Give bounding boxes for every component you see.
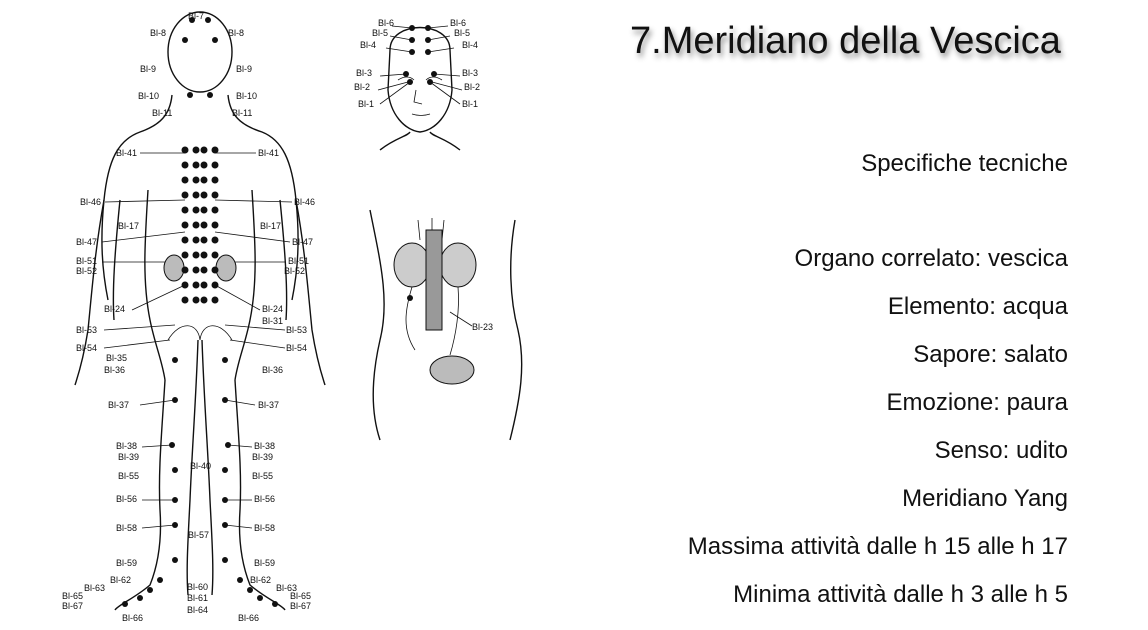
face-label-bl3-right: Bl-3 [462, 68, 479, 78]
face-label-bl6-left: Bl-6 [378, 18, 395, 28]
label-bl51-left: Bl-51 [76, 256, 98, 266]
label-bl8-right: Bl-8 [228, 28, 245, 38]
label-bl62-right: Bl-62 [250, 575, 272, 585]
info-min-activity: Minima attività dalle h 3 alle h 5 [733, 581, 1068, 608]
face-label-bl6-right: Bl-6 [450, 18, 467, 28]
face-label-bl4-left: Bl-4 [360, 40, 377, 50]
label-bl10-right: Bl-10 [236, 91, 258, 101]
face-label-bl4-right: Bl-4 [462, 40, 479, 50]
info-max-activity: Massima attività dalle h 15 alle h 17 [687, 533, 1068, 560]
label-bl52-left: Bl-52 [76, 266, 98, 276]
label-bl66-left: Bl-66 [122, 613, 144, 623]
label-bl53-left: Bl-53 [76, 325, 98, 335]
label-bl17-left: Bl-17 [118, 221, 140, 231]
page-title: 7.Meridiano della Vescica [630, 20, 1061, 62]
label-bl59-left: Bl-59 [116, 558, 138, 568]
face-label-bl3-left: Bl-3 [356, 68, 373, 78]
info-element: Elemento: acqua [887, 293, 1068, 320]
label-bl64: Bl-64 [187, 605, 209, 615]
label-bl56-right: Bl-56 [254, 494, 276, 504]
face-label-bl2-left: Bl-2 [354, 82, 371, 92]
label-bl62-left: Bl-62 [110, 575, 132, 585]
label-bl61: Bl-61 [187, 593, 209, 603]
label-bl9-right: Bl-9 [236, 64, 253, 74]
label-bl41-right: Bl-41 [258, 148, 280, 158]
label-bl46-right: Bl-46 [294, 197, 316, 207]
label-bl59-right: Bl-59 [254, 558, 276, 568]
label-bl8-left: Bl-8 [150, 28, 167, 38]
label-bl24-right: Bl-24 [262, 304, 284, 314]
label-bl53-right: Bl-53 [286, 325, 308, 335]
label-bl35: Bl-35 [106, 353, 128, 363]
label-bl37-left: Bl-37 [108, 400, 130, 410]
label-bl47-right: Bl-47 [292, 237, 314, 247]
label-bl17-right: Bl-17 [260, 221, 282, 231]
label-bl7: Bl-7 [188, 11, 205, 21]
label-bl55-left: Bl-55 [118, 471, 140, 481]
torso-label-bl23: Bl-23 [472, 322, 494, 332]
label-bl38-right: Bl-38 [254, 441, 276, 451]
label-bl58-left: Bl-58 [116, 523, 138, 533]
info-organ: Organo correlato: vescica [794, 245, 1068, 272]
info-emotion: Emozione: paura [886, 389, 1068, 416]
label-bl55-right: Bl-55 [252, 471, 274, 481]
info-taste: Sapore: salato [913, 341, 1068, 368]
label-bl63-left: Bl-63 [84, 583, 106, 593]
label-bl39-right: Bl-39 [252, 452, 274, 462]
label-bl67-left: Bl-67 [62, 601, 84, 611]
label-bl67-right: Bl-67 [290, 601, 312, 611]
info-sense: Senso: udito [934, 437, 1068, 464]
label-bl54-right: Bl-54 [286, 343, 308, 353]
label-bl37-right: Bl-37 [258, 400, 280, 410]
label-bl58-right: Bl-58 [254, 523, 276, 533]
label-bl51-right: Bl-51 [288, 256, 310, 266]
face-meridian-diagram [340, 10, 500, 170]
label-bl39-left: Bl-39 [118, 452, 140, 462]
label-bl41-left: Bl-41 [116, 148, 138, 158]
label-bl56-left: Bl-56 [116, 494, 138, 504]
label-bl65-left: Bl-65 [62, 591, 84, 601]
label-bl36-left: Bl-36 [104, 365, 126, 375]
label-bl9-left: Bl-9 [140, 64, 157, 74]
label-bl24-left: Bl-24 [104, 304, 126, 314]
label-bl57: Bl-57 [188, 530, 210, 540]
section-subtitle: Specifiche tecniche [861, 150, 1068, 177]
label-bl31: Bl-31 [262, 316, 284, 326]
label-bl52-right: Bl-52 [284, 266, 306, 276]
label-bl36-right: Bl-36 [262, 365, 284, 375]
meridian-points [122, 17, 278, 607]
label-bl11-right: Bl-11 [232, 108, 253, 118]
label-bl10-left: Bl-10 [138, 91, 160, 101]
label-bl11-left: Bl-11 [152, 108, 173, 118]
kidney-bladder-diagram [360, 200, 530, 450]
label-bl38-left: Bl-38 [116, 441, 138, 451]
face-label-bl5-left: Bl-5 [372, 28, 389, 38]
body-meridian-diagram [0, 0, 340, 630]
label-bl63-right: Bl-63 [276, 583, 298, 593]
label-bl40: Bl-40 [190, 461, 212, 471]
face-label-bl2-right: Bl-2 [464, 82, 481, 92]
label-bl66-right: Bl-66 [238, 613, 260, 623]
label-bl60: Bl-60 [187, 582, 209, 592]
face-label-bl5-right: Bl-5 [454, 28, 471, 38]
label-bl54-left: Bl-54 [76, 343, 98, 353]
label-bl47-left: Bl-47 [76, 237, 98, 247]
label-bl46-left: Bl-46 [80, 197, 102, 207]
face-label-bl1-left: Bl-1 [358, 99, 375, 109]
label-bl65-right: Bl-65 [290, 591, 312, 601]
info-meridian-type: Meridiano Yang [902, 485, 1068, 512]
face-label-bl1-right: Bl-1 [462, 99, 479, 109]
info-list [588, 241, 1068, 625]
